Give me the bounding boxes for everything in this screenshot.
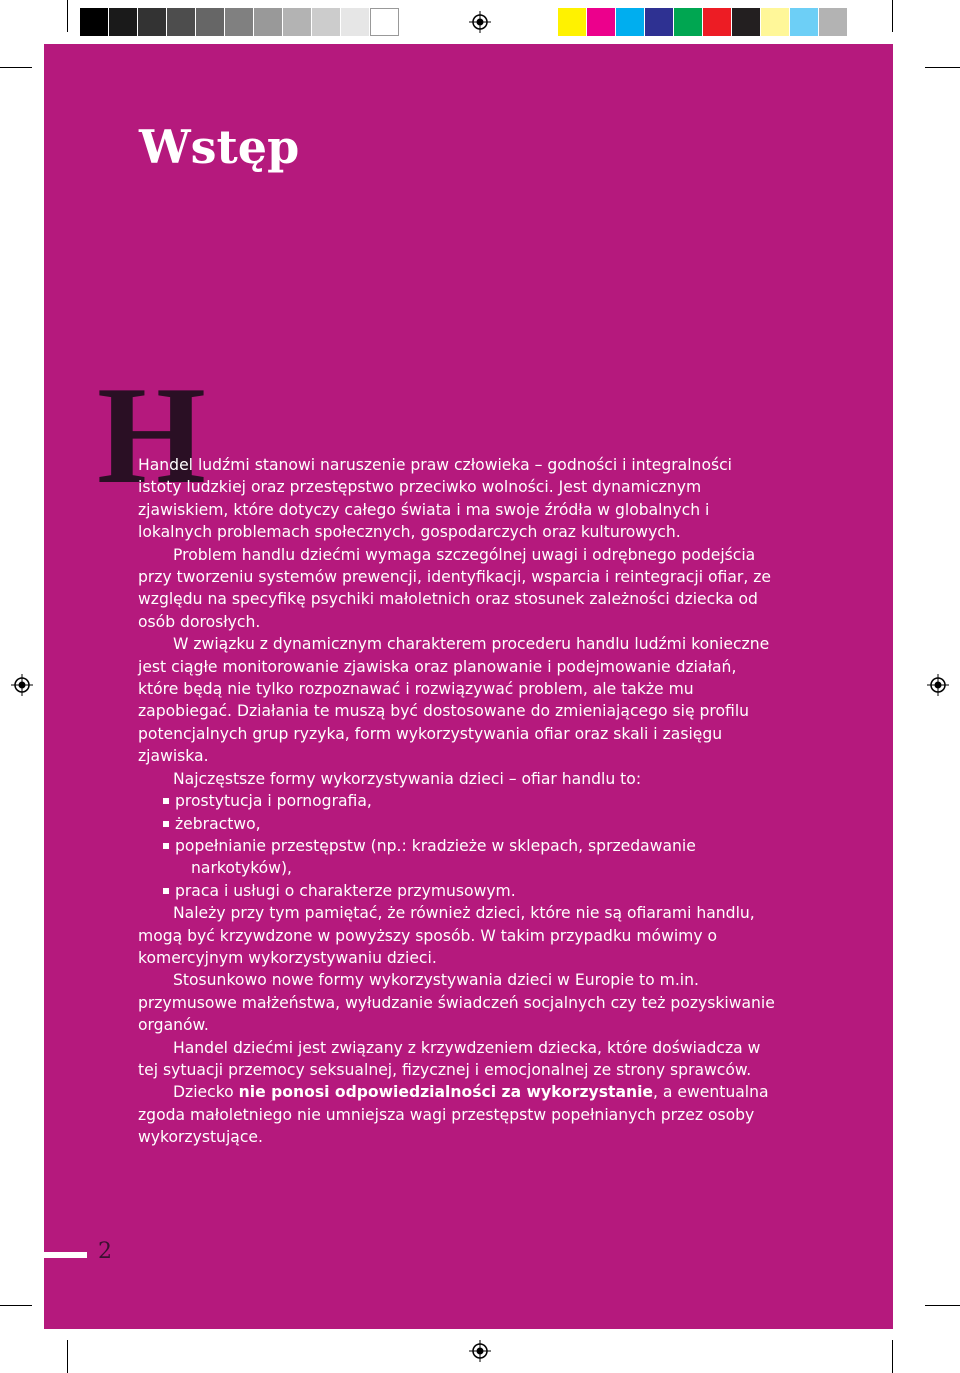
color-swatch [616, 8, 645, 36]
list-item: praca i usługi o charakterze przymusowym. [138, 880, 778, 902]
color-swatch [558, 8, 587, 36]
crop-mark [892, 1340, 893, 1373]
list-item: popełnianie przestępstw (np.: kradzieże w sklepach, sprzedawanie narkotyków), [138, 835, 778, 880]
paragraph: Należy przy tym pamiętać, że również dzieci, które nie są ofiarami handlu, mogą być krzywdzone w powyższy sposób. W takim przypadku mówimy o komercyjnym wykorzystywaniu dzieci. [138, 904, 755, 967]
crop-mark [925, 1305, 960, 1306]
body-text [138, 454, 778, 1149]
square-bullet-icon [163, 798, 169, 804]
grayscale-calibration-bar [80, 8, 399, 36]
paragraph: Handel dziećmi jest związany z krzywdzeniem dziecka, które doświadcza w tej sytuacji przemocy seksualnej, fizycznej i emocjonalnej ze strony sprawców. [138, 1038, 761, 1079]
color-swatch [312, 8, 341, 36]
paragraph: Stosunkowo nowe formy wykorzystywania dzieci w Europie to m.in. przymusowe małżeństwa, wyłudzanie świadczeń socjalnych czy też pozyskiwanie organów. [138, 971, 775, 1035]
paragraph: Najczęstsze formy wykorzystywania dzieci – ofiar handlu to: [173, 769, 642, 788]
list-item: żebractwo, [138, 813, 778, 835]
color-swatch [645, 8, 674, 36]
paragraph: W związku z dynamicznym charakterem procederu handlu ludźmi konieczne jest ciągłe monitorowanie zjawiska oraz planowanie i podejmowanie działań, które będą nie tylko rozpoznawać i rozwiązywać problem, ale także mu zapobiegać. Działania te muszą być dostosowane do zmieniającego się profilu potencjalnych grup ryzyka, form wykorzystywania ofiar oraz skali i zasięgu zjawiska. [138, 635, 770, 766]
color-swatch [819, 8, 848, 36]
registration-mark-icon [11, 674, 33, 696]
color-swatch [341, 8, 370, 36]
color-swatch [283, 8, 312, 36]
color-swatch [703, 8, 732, 36]
paragraph: Dziecko nie ponosi odpowiedzialności za wykorzystanie, a ewentualna zgoda małoletniego nie umniejsza wagi przestępstw popełnianych przez osoby wykorzystujące. [138, 1083, 769, 1147]
square-bullet-icon [163, 821, 169, 827]
paragraph: Handel ludźmi stanowi naruszenie praw człowieka – godności i integralności istoty ludzkiej oraz przestępstwo przeciwko wolności. Jest dynamicznym zjawiskiem, które dotyczy całego świata i ma swoje źródła w globalnych i lokalnych problemach społecznych, gospodarczych oraz kulturowych. [138, 456, 733, 542]
color-swatch [674, 8, 703, 36]
page-number-rule [44, 1252, 87, 1258]
color-swatch [196, 8, 225, 36]
crop-mark [0, 67, 32, 68]
color-swatch [761, 8, 790, 36]
square-bullet-icon [163, 843, 169, 849]
color-swatch [370, 8, 399, 36]
crop-mark [0, 1305, 32, 1306]
crop-mark [892, 0, 893, 32]
drop-cap: H [97, 358, 206, 513]
paragraph: Problem handlu dziećmi wymaga szczególnej uwagi i odrębnego podejścia przy tworzeniu systemów prewencji, identyfikacji, wsparcia i reintegracji ofiar, ze względu na specyfikę psychiki małoletnich oraz stosunek zależności dziecka od osób dorosłych. [138, 545, 772, 631]
color-swatch [80, 8, 109, 36]
color-swatch [790, 8, 819, 36]
color-swatch [254, 8, 283, 36]
square-bullet-icon [163, 888, 169, 894]
list-item: prostytucja i pornografia, [138, 790, 778, 812]
color-swatch [732, 8, 761, 36]
page-title: Wstęp [139, 120, 300, 174]
color-swatch [138, 8, 167, 36]
emphasis-text: nie ponosi odpowiedzialności za wykorzystanie [238, 1083, 653, 1102]
page-number: 2 [98, 1239, 112, 1264]
color-swatch [225, 8, 254, 36]
color-swatch [167, 8, 196, 36]
registration-mark-icon [469, 1340, 491, 1362]
color-swatch [109, 8, 138, 36]
bullet-list [138, 790, 778, 902]
document-page [44, 44, 893, 1329]
crop-mark [925, 67, 960, 68]
color-swatch [587, 8, 616, 36]
registration-mark-icon [469, 11, 491, 33]
registration-mark-icon [927, 674, 949, 696]
color-calibration-bar [558, 8, 848, 36]
crop-mark [67, 1340, 68, 1373]
crop-mark [67, 0, 68, 32]
